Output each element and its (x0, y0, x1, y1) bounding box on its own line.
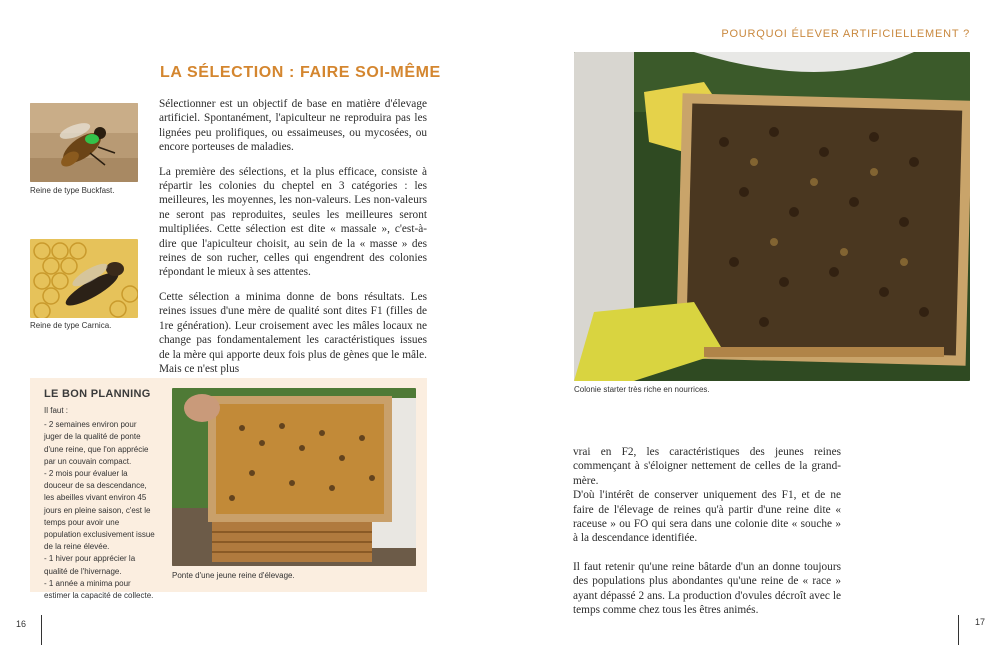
planning-box-title: LE BON PLANNING (44, 388, 151, 400)
section-title: LA SÉLECTION : FAIRE SOI-MÊME (160, 64, 441, 81)
paragraph: Cette sélection a minima donne de bons résultats. Les reines issues d'une mère de qualité sont dites F1 (filles de 1re génération). Leur croisement avec les mâles locaux ne change pas fondamentalement les caractéristiques issues de la mère qui apporte deux fois plus de gènes que le mâle. Mais ce n'est plus (159, 290, 427, 375)
brood-frame-caption: Ponte d'une jeune reine d'élevage. (172, 571, 295, 580)
buckfast-caption: Reine de type Buckfast. (30, 186, 115, 195)
carnica-caption: Reine de type Carnica. (30, 321, 112, 330)
brood-frame-photo (172, 388, 416, 566)
planning-item: - 2 semaines environ pour juger de la qualité de ponte d'une reine, que l'on apprécie par un couvain compact. (44, 420, 149, 466)
planning-item: - 2 mois pour évaluer la douceur de sa descendance, les abeilles vivant environ 45 jours en pleine saison, c'est le temps pour avoir une population exclusivement issue de la reine élevée. (44, 469, 155, 552)
planning-item: - 1 hiver pour apprécier la qualité de l'hivernage. (44, 554, 136, 576)
running-head: POURQUOI ÉLEVER ARTIFICIELLEMENT ? (721, 28, 970, 40)
page-rule-left (41, 615, 42, 645)
page-rule-right (958, 615, 959, 645)
carnica-queen-photo (30, 239, 138, 318)
paragraph: Sélectionner est un objectif de base en matière d'élevage artificiel. Spontanément, l'apiculteur ne reproduira pas les lignées peu prolifiques, ou essaimeuses, ou mycosées, ou encore porteuses de maladies. (159, 98, 427, 154)
starter-colony-photo (574, 52, 970, 381)
planning-intro: Il faut : (44, 406, 69, 415)
left-column-text (159, 97, 427, 386)
planning-list (44, 405, 156, 602)
planning-item: - 1 année a minima pour estimer la capacité de collecte. (44, 578, 154, 601)
starter-colony-caption: Colonie starter très riche en nourrices. (574, 385, 710, 394)
page-number-left: 16 (16, 619, 27, 629)
right-column-text (573, 445, 841, 627)
paragraph: La première des sélections, et la plus efficace, consiste à répartir les colonies du cheptel en 3 catégories : les meilleures, les moyennes, les non-valeurs. Les non-valeurs ne seront pas reproduites, seules les meilleures seront multipliées. Cette sélection est dite « massale », c'est-à-dire que l'apiculteur choisit, au sein de la « masse » des reines de son rucher, celles qui engendrent des colonies répondant le mieux à ses attentes. (159, 165, 427, 279)
buckfast-queen-photo (30, 103, 138, 182)
page-number-right: 17 (975, 617, 986, 627)
paragraph: Il faut retenir qu'une reine bâtarde d'un an donne toujours des populations plus abondantes qu'une reine de « race » ayant dépassé 2 ans. La production d'ovules décroît avec le temps comme chez tous les êtres animés. (573, 560, 841, 617)
paragraph: vrai en F2, les caractéristiques des jeunes reines commençant à s'éloigner nettement de celles de la grand-mère. D'où l'intérêt de conserver uniquement des F1, et de ne faire de l'élevage de reines qu'à partir d'une reine dite « raceuse » ou FO qui sera dans une colonie dite « souche » à la descendance identifiée. (573, 446, 841, 545)
